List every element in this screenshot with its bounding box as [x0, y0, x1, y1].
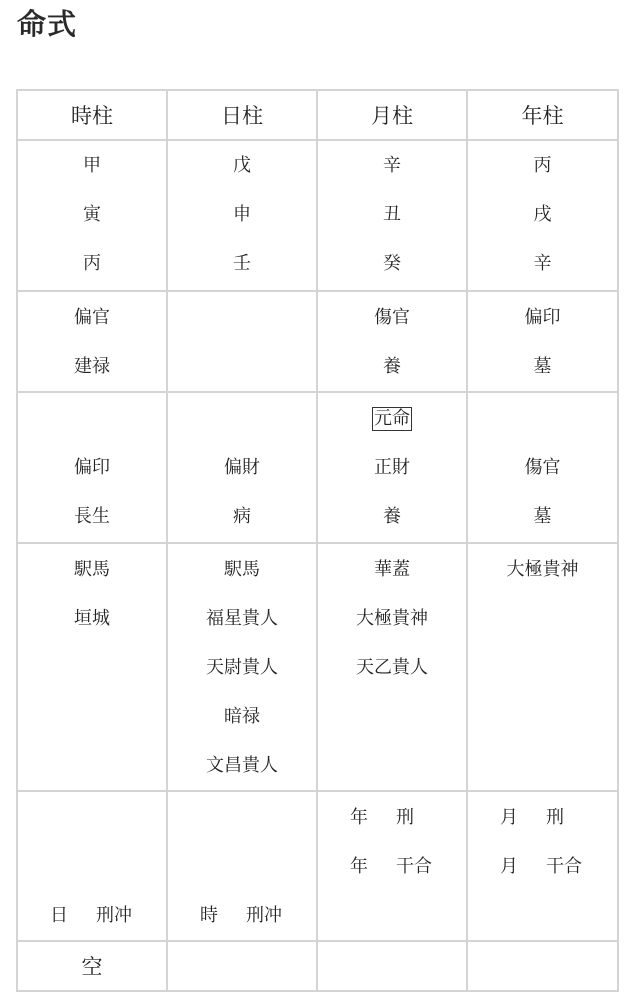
stems-cell-month — [317, 140, 467, 291]
branch: 戌 — [533, 204, 552, 225]
main-star-cell-hour — [17, 392, 167, 543]
hidden-stem: 丙 — [83, 253, 101, 274]
main-star-cell-day — [167, 392, 317, 543]
stem: 丙 — [533, 155, 552, 176]
twelve-stage: 養 — [383, 356, 401, 377]
special-star: 暗禄 — [224, 706, 260, 727]
relation-pillar: 日 — [50, 905, 68, 926]
header-year-pillar: 年柱 — [467, 90, 618, 140]
twelve-stage: 長生 — [74, 506, 110, 527]
special-star: 駅馬 — [224, 559, 260, 580]
stems-branches-row — [17, 140, 618, 291]
relation — [468, 842, 617, 891]
void-cell-day — [167, 941, 317, 991]
relation-type: 刑冲 — [246, 905, 282, 926]
stems-cell-hour — [17, 140, 167, 291]
special-star: 垣城 — [74, 608, 110, 629]
relation-pillar: 月 — [500, 856, 518, 877]
relation-pillar: 年 — [350, 856, 368, 877]
relation-type: 干合 — [546, 856, 582, 877]
ten-god: 偏印 — [524, 307, 561, 328]
ten-god: 偏官 — [74, 307, 110, 328]
relation — [318, 793, 466, 842]
stem: 甲 — [83, 155, 101, 176]
ten-gods-cell-year — [467, 291, 618, 392]
ten-god: 傷官 — [374, 307, 410, 328]
special-star: 文昌貴人 — [206, 755, 278, 776]
main-star: 偏財 — [224, 457, 260, 478]
twelve-stage: 建禄 — [74, 356, 110, 377]
special-star: 大極貴神 — [506, 559, 579, 580]
twelve-stage: 養 — [383, 506, 401, 527]
pillar-header-row — [17, 90, 618, 140]
void-marker: 空 — [81, 955, 103, 979]
main-star: 傷官 — [524, 457, 561, 478]
relation — [168, 891, 316, 940]
main-star-row — [17, 392, 618, 543]
stars-cell-month — [317, 543, 467, 791]
main-star: 偏印 — [74, 457, 110, 478]
special-star: 天尉貴人 — [206, 657, 278, 678]
relations-cell-month — [317, 791, 467, 941]
relation-pillar: 時 — [200, 905, 218, 926]
special-star: 天乙貴人 — [356, 657, 428, 678]
main-star-cell-month — [317, 392, 467, 543]
header-hour-pillar: 時柱 — [17, 90, 167, 140]
stems-cell-year — [467, 140, 618, 291]
special-star: 大極貴神 — [356, 608, 428, 629]
twelve-stage: 墓 — [533, 506, 552, 527]
relation-type: 刑 — [546, 807, 564, 828]
ten-gods-cell-month — [317, 291, 467, 392]
stems-cell-day — [167, 140, 317, 291]
twelve-stage: 病 — [233, 506, 251, 527]
meishiki-table — [16, 89, 619, 992]
relation — [318, 842, 466, 891]
void-row — [17, 941, 618, 991]
stem: 戊 — [233, 155, 251, 176]
page-title: 命式 — [17, 7, 78, 41]
relations-cell-hour — [17, 791, 167, 941]
special-stars-row — [17, 543, 618, 791]
stars-cell-day — [167, 543, 317, 791]
void-cell-hour — [17, 941, 167, 991]
hidden-stem: 辛 — [533, 253, 552, 274]
relation-type: 刑 — [396, 807, 414, 828]
special-star: 華蓋 — [374, 559, 410, 580]
hidden-stem: 癸 — [383, 253, 401, 274]
branch: 申 — [233, 204, 251, 225]
relations-row — [17, 791, 618, 941]
branch: 寅 — [83, 204, 101, 225]
special-star: 駅馬 — [74, 559, 110, 580]
main-star-cell-year — [467, 392, 618, 543]
twelve-stage: 墓 — [533, 356, 552, 377]
relation — [468, 793, 617, 842]
genmei-marker: 元命 — [374, 408, 410, 429]
special-star: 福星貴人 — [206, 608, 278, 629]
relation-type: 干合 — [396, 856, 432, 877]
relation-type: 刑冲 — [96, 905, 132, 926]
relations-cell-year — [467, 791, 618, 941]
relation-pillar: 年 — [350, 807, 368, 828]
ten-gods-row — [17, 291, 618, 392]
stars-cell-year — [467, 543, 618, 791]
header-day-pillar: 日柱 — [167, 90, 317, 140]
relation-pillar: 月 — [500, 807, 518, 828]
void-cell-month — [317, 941, 467, 991]
main-star: 正財 — [374, 457, 410, 478]
branch: 丑 — [383, 204, 401, 225]
ten-gods-cell-hour — [17, 291, 167, 392]
header-month-pillar: 月柱 — [317, 90, 467, 140]
stars-cell-hour — [17, 543, 167, 791]
hidden-stem: 壬 — [233, 253, 251, 274]
relation — [18, 891, 166, 940]
stem: 辛 — [383, 155, 401, 176]
relations-cell-day — [167, 791, 317, 941]
void-cell-year — [467, 941, 618, 991]
ten-gods-cell-day — [167, 291, 317, 392]
